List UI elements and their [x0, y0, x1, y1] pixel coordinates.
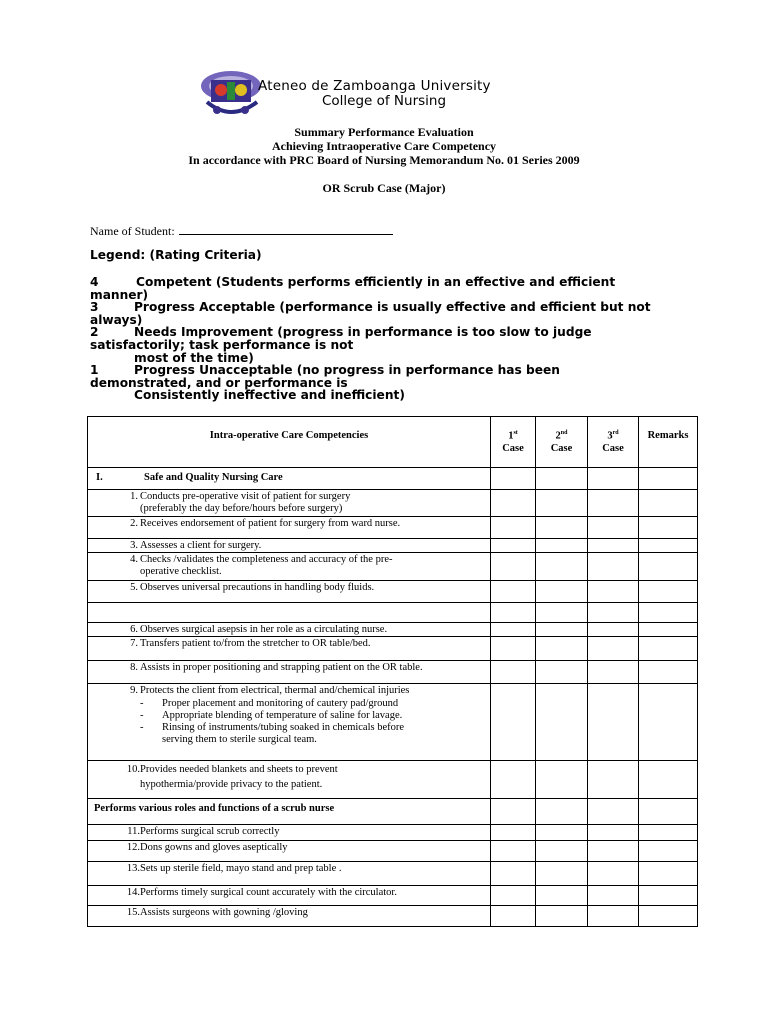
- remarks-cell[interactable]: [639, 825, 698, 841]
- remarks-cell[interactable]: [639, 761, 698, 799]
- table-row: 2. Receives endorsement of patient for surgery from ward nurse.: [88, 517, 698, 539]
- remarks-cell[interactable]: [639, 637, 698, 661]
- legend-item-cont: manner): [90, 287, 149, 302]
- table-row: 8. Assists in proper positioning and strapping patient on the OR table.: [88, 661, 698, 684]
- header-case-3: 3rd Case: [588, 417, 639, 468]
- table-row: 15. Assists surgeons with gowning /gloving: [88, 906, 698, 927]
- rating-cell[interactable]: [491, 490, 536, 517]
- rating-cell[interactable]: [491, 623, 536, 637]
- legend-items: [90, 276, 651, 402]
- table-row: 11. Performs surgical scrub correctly: [88, 825, 698, 841]
- rating-cell[interactable]: [588, 684, 639, 761]
- section-title: Performs various roles and functions of a scrub nurse: [88, 799, 491, 825]
- rating-cell[interactable]: [588, 517, 639, 539]
- student-name-blank[interactable]: [179, 222, 393, 235]
- rating-cell[interactable]: [536, 623, 588, 637]
- table-row: 12. Dons gowns and gloves aseptically: [88, 841, 698, 862]
- rating-cell[interactable]: [588, 906, 639, 927]
- rating-cell[interactable]: [536, 637, 588, 661]
- rating-cell[interactable]: [536, 603, 588, 623]
- rating-cell[interactable]: [491, 799, 536, 825]
- legend-item-cont: most of the time): [134, 350, 254, 365]
- section-row: [88, 468, 698, 490]
- table-row: 9. Protects the client from electrical, thermal and/chemical injuries - Proper placement and monitoring of cautery pad/ground - Appropriate blending of temperature of saline for lavage. - Rinsing of instruments/tubing soaked in chemicals before serving them to sterile surgical team.: [88, 684, 698, 761]
- rating-cell[interactable]: [536, 539, 588, 553]
- rating-cell[interactable]: [536, 799, 588, 825]
- remarks-cell[interactable]: [639, 581, 698, 603]
- rating-cell[interactable]: [536, 490, 588, 517]
- table-row: 6. Observes surgical asepsis in her role as a circulating nurse.: [88, 623, 698, 637]
- rating-cell[interactable]: [536, 468, 588, 490]
- rating-cell[interactable]: [588, 468, 639, 490]
- rating-cell[interactable]: [536, 517, 588, 539]
- remarks-cell[interactable]: [639, 661, 698, 684]
- rating-cell[interactable]: [491, 581, 536, 603]
- remarks-cell[interactable]: [639, 603, 698, 623]
- rating-cell[interactable]: [588, 553, 639, 581]
- section-title: I. Safe and Quality Nursing Care: [88, 468, 491, 490]
- remarks-cell[interactable]: [639, 862, 698, 886]
- rating-cell[interactable]: [536, 841, 588, 862]
- rating-cell[interactable]: [536, 661, 588, 684]
- legend-item: 1 Progress Unacceptable (no progress in performance has been: [90, 363, 560, 378]
- rating-cell[interactable]: [491, 603, 536, 623]
- rating-cell[interactable]: [588, 661, 639, 684]
- legend-item: 3 Progress Acceptable (performance is usually effective and efficient but not: [90, 300, 651, 315]
- remarks-cell[interactable]: [639, 841, 698, 862]
- header-case-2: 2nd Case: [536, 417, 588, 468]
- rating-cell[interactable]: [588, 603, 639, 623]
- rating-cell[interactable]: [588, 623, 639, 637]
- remarks-cell[interactable]: [639, 623, 698, 637]
- rating-cell[interactable]: [536, 886, 588, 906]
- legend-item: 2 Needs Improvement (progress in performance is too slow to judge: [90, 325, 592, 340]
- table-row: 13. Sets up sterile field, mayo stand and prep table .: [88, 862, 698, 886]
- rating-cell[interactable]: [536, 761, 588, 799]
- rating-cell[interactable]: [491, 684, 536, 761]
- rating-cell[interactable]: [588, 539, 639, 553]
- rating-cell[interactable]: [588, 637, 639, 661]
- college-name: College of Nursing: [321, 93, 447, 109]
- remarks-cell[interactable]: [639, 906, 698, 927]
- remarks-cell[interactable]: [639, 799, 698, 825]
- remarks-cell[interactable]: [639, 468, 698, 490]
- remarks-cell[interactable]: [639, 539, 698, 553]
- table-row: 1. Conducts pre-operative visit of patient for surgery (preferably the day before/hours before surgery): [88, 490, 698, 517]
- legend-item: 4 Competent (Students performs efficiently in an effective and efficient: [90, 275, 616, 289]
- legend-item-cont: always): [90, 312, 143, 327]
- student-name-field: [90, 222, 393, 239]
- rating-cell[interactable]: [491, 553, 536, 581]
- rating-cell[interactable]: [491, 661, 536, 684]
- rating-cell[interactable]: [491, 637, 536, 661]
- doc-title: Summary Performance Evaluation: [294, 125, 474, 139]
- table-row: 10. Provides needed blankets and sheets to prevent hypothermia/provide privacy to the patient.: [88, 761, 698, 799]
- table-header-row: [88, 417, 698, 468]
- legend-title: Legend: (Rating Criteria): [90, 248, 262, 262]
- rating-cell[interactable]: [491, 761, 536, 799]
- table-row: 5. Observes universal precautions in handling body fluids.: [88, 581, 698, 603]
- case-type: OR Scrub Case (Major): [322, 181, 446, 195]
- header-case-1: 1st Case: [491, 417, 536, 468]
- remarks-cell[interactable]: [639, 886, 698, 906]
- remarks-cell[interactable]: [639, 517, 698, 539]
- competency-table: [87, 416, 698, 927]
- rating-cell[interactable]: [588, 761, 639, 799]
- doc-subtitle: Achieving Intraoperative Care Competency: [271, 139, 497, 153]
- header-remarks: Remarks: [639, 417, 698, 468]
- table-row-blank: [88, 603, 698, 623]
- rating-cell[interactable]: [588, 862, 639, 886]
- legend-item-cont: demonstrated, and or performance is: [90, 375, 348, 390]
- rating-cell[interactable]: [536, 553, 588, 581]
- remarks-cell[interactable]: [639, 490, 698, 517]
- rating-cell[interactable]: [588, 490, 639, 517]
- university-name: Ateneo de Zamboanga University: [258, 78, 491, 94]
- remarks-cell[interactable]: [639, 553, 698, 581]
- rating-cell[interactable]: [491, 841, 536, 862]
- rating-cell[interactable]: [588, 581, 639, 603]
- rating-cell[interactable]: [491, 862, 536, 886]
- table-row: 7. Transfers patient to/from the stretcher to OR table/bed.: [88, 637, 698, 661]
- rating-cell[interactable]: [491, 517, 536, 539]
- rating-cell[interactable]: [588, 825, 639, 841]
- doc-memorandum: In accordance with PRC Board of Nursing Memorandum No. 01 Series 2009: [188, 153, 580, 167]
- rating-cell[interactable]: [536, 684, 588, 761]
- rating-cell[interactable]: [588, 886, 639, 906]
- rating-cell[interactable]: [536, 825, 588, 841]
- student-label: Name of Student:: [90, 224, 175, 238]
- legend-item-cont: satisfactorily; task performance is not: [90, 337, 354, 352]
- rating-cell[interactable]: [491, 539, 536, 553]
- rating-cell[interactable]: [536, 581, 588, 603]
- legend-item-cont: Consistently ineffective and inefficient): [134, 388, 405, 403]
- section-row: [88, 799, 698, 825]
- rating-cell[interactable]: [536, 862, 588, 886]
- rating-cell[interactable]: [588, 841, 639, 862]
- header-competencies: Intra-operative Care Competencies: [88, 417, 491, 468]
- rating-cell[interactable]: [491, 468, 536, 490]
- rating-cell[interactable]: [491, 906, 536, 927]
- rating-cell[interactable]: [536, 906, 588, 927]
- rating-cell[interactable]: [491, 825, 536, 841]
- rating-cell[interactable]: [588, 799, 639, 825]
- table-row: 4. Checks /validates the completeness and accuracy of the pre- operative checklist.: [88, 553, 698, 581]
- rating-cell[interactable]: [491, 886, 536, 906]
- table-row: 3. Assesses a client for surgery.: [88, 539, 698, 553]
- table-row: 14. Performs timely surgical count accurately with the circulator.: [88, 886, 698, 906]
- remarks-cell[interactable]: [639, 684, 698, 761]
